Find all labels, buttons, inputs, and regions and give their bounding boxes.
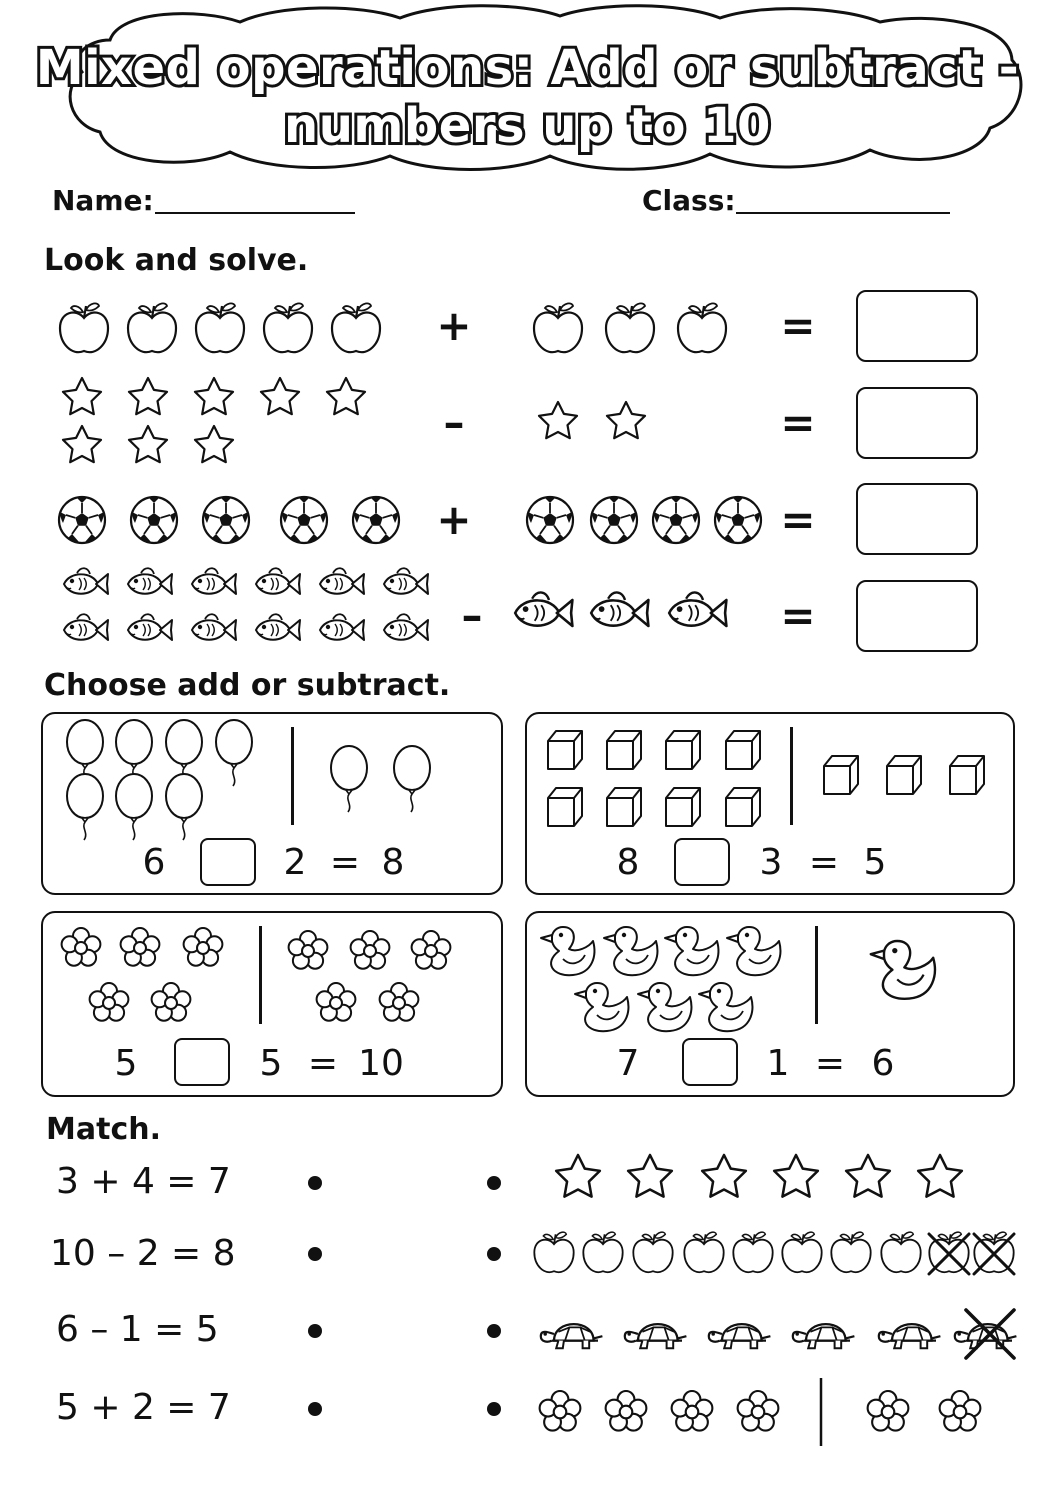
row2-left-stars [0, 370, 420, 480]
panel2-num-b: 3 [759, 842, 783, 883]
panel2-operator-box[interactable] [674, 838, 730, 886]
match-dot-right-2[interactable] [487, 1247, 501, 1261]
panel1-num-a: 6 [142, 842, 166, 883]
row3-right-balls [500, 480, 780, 560]
row3-answer-box[interactable] [856, 483, 978, 555]
row1-left-apples [0, 290, 420, 370]
class-label: Class: [642, 184, 736, 217]
panel1-operator-box[interactable] [200, 838, 256, 886]
section-heading-match: Match. [46, 1112, 161, 1147]
match-picture-flowers [530, 1376, 1000, 1450]
match-equation-2: 10 – 2 = 8 [50, 1233, 236, 1274]
panel2-left-cubes [525, 712, 785, 842]
panel4-num-b: 1 [766, 1043, 790, 1084]
page-title-line-2: numbers up to 10 [284, 98, 771, 154]
panel4-divider [815, 926, 818, 1024]
match-dot-right-1[interactable] [487, 1176, 501, 1190]
panel4-operator-box[interactable] [682, 1038, 738, 1086]
row2-equals: = [780, 398, 816, 447]
row4-answer-box[interactable] [856, 580, 978, 652]
panel2-equals: = [808, 842, 840, 883]
match-equation-4: 5 + 2 = 7 [56, 1387, 231, 1428]
panel2-num-a: 8 [616, 842, 640, 883]
match-picture-stars [540, 1146, 980, 1210]
row4-operator: – [461, 591, 483, 640]
name-label: Name: [52, 184, 154, 217]
panel1-num-b: 2 [283, 842, 307, 883]
row2-right-stars [500, 380, 700, 460]
class-field[interactable] [736, 212, 950, 214]
panel3-num-a: 5 [114, 1043, 138, 1084]
row1-equals: = [780, 301, 816, 350]
row2-operator: – [443, 398, 465, 447]
match-dot-left-4[interactable] [308, 1402, 322, 1416]
panel1-left-balloons [41, 712, 281, 842]
match-dot-left-3[interactable] [308, 1324, 322, 1338]
panel1-divider [291, 727, 294, 825]
panel3-num-b: 5 [259, 1043, 283, 1084]
row3-equals: = [780, 495, 816, 544]
row4-right-fish [500, 575, 760, 655]
match-dot-right-3[interactable] [487, 1324, 501, 1338]
match-picture-turtles [530, 1300, 1030, 1364]
match-dot-left-2[interactable] [308, 1247, 322, 1261]
panel4-equals: = [814, 1043, 846, 1084]
panel3-left-flowers [41, 911, 261, 1031]
row4-left-fish [0, 560, 440, 670]
section-heading-look-and-solve: Look and solve. [44, 243, 309, 278]
page-title-line-1: Mixed operations: Add or subtract - [35, 40, 1020, 96]
row2-answer-box[interactable] [856, 387, 978, 459]
match-dot-left-1[interactable] [308, 1176, 322, 1190]
panel3-divider [259, 926, 262, 1024]
panel1-equals: = [329, 842, 361, 883]
panel2-right-cubes [800, 712, 1010, 842]
match-equation-1: 3 + 4 = 7 [56, 1161, 231, 1202]
panel1-result: 8 [381, 842, 405, 883]
row1-operator: + [436, 301, 472, 350]
panel3-equals: = [307, 1043, 339, 1084]
panel3-result: 10 [358, 1043, 404, 1084]
match-picture-apples [528, 1222, 1028, 1286]
panel4-result: 6 [871, 1043, 895, 1084]
panel3-operator-box[interactable] [174, 1038, 230, 1086]
row1-answer-box[interactable] [856, 290, 978, 362]
row3-operator: + [436, 495, 472, 544]
match-dot-right-4[interactable] [487, 1402, 501, 1416]
panel4-right-duck [830, 911, 990, 1021]
section-heading-choose: Choose add or subtract. [44, 668, 451, 703]
panel4-num-a: 7 [616, 1043, 640, 1084]
row3-left-balls [0, 480, 420, 560]
name-field[interactable] [155, 212, 355, 214]
panel2-divider [790, 727, 793, 825]
panel3-right-flowers [268, 911, 488, 1031]
panel4-left-ducks [525, 911, 805, 1041]
panel1-right-balloons [300, 712, 460, 822]
row4-equals: = [780, 591, 816, 640]
match-equation-3: 6 – 1 = 5 [56, 1309, 219, 1350]
row1-right-apples [500, 290, 760, 370]
panel2-result: 5 [863, 842, 887, 883]
